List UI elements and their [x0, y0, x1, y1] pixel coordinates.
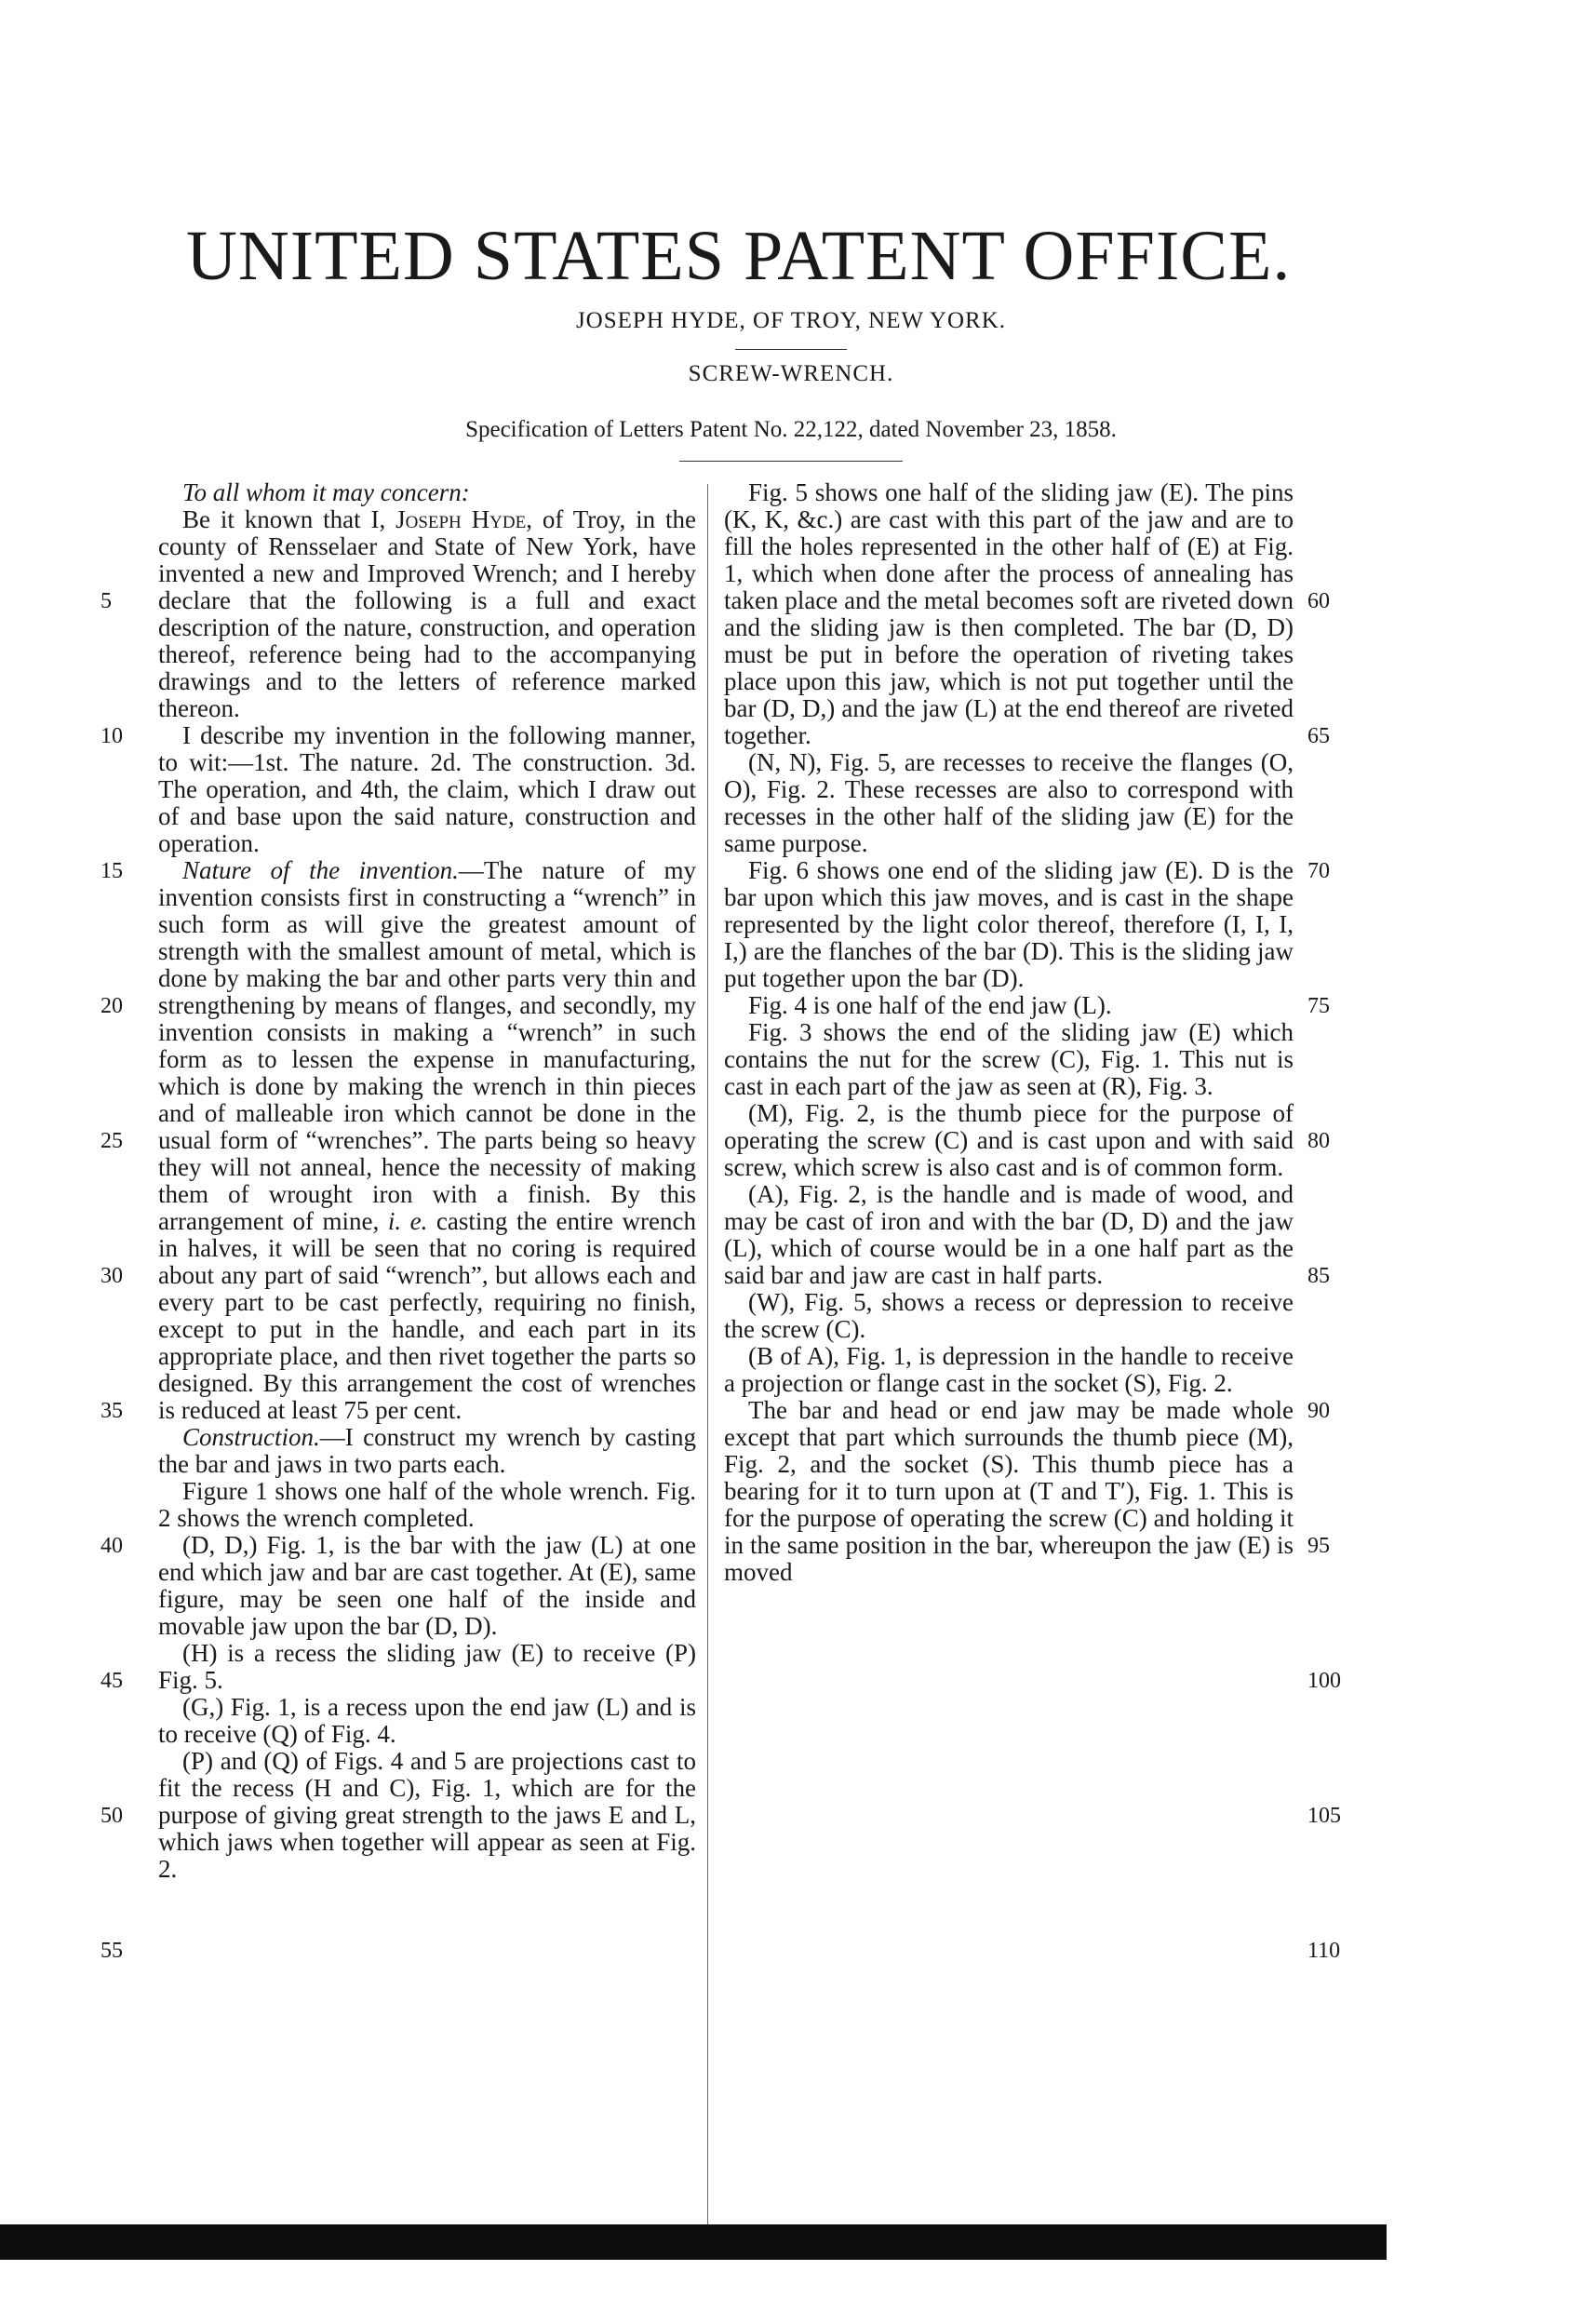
paragraph: Fig. 3 shows the end of the sliding jaw (E) which contains the nut for the screw (C), Fig. 1. This nut is cast in each part of the jaw as seen at (R), Fig. 3. — [724, 1018, 1294, 1100]
right-line-number: 70 — [1307, 859, 1330, 883]
paragraph: (W), Fig. 5, shows a recess or depression to receive the screw (C). — [724, 1288, 1294, 1343]
left-line-number: 20 — [101, 994, 123, 1018]
paragraph: Be it known that I, Joseph Hyde, of Troy, in the county of Rensselaer and State of New York, have invented a new and Improved Wrench; and I hereby declare that the following is a full and exact description of the nature, construction, and operation thereof, reference being had to the accompanying drawings and to the letters of reference marked thereon. — [158, 505, 696, 722]
paragraph: Fig. 6 shows one end of the sliding jaw (E). D is the bar upon which this jaw moves, and is cast in the shape represented by the light color thereof, therefore (I, I, I, I,) are the flanches of the bar (D). This is the sliding jaw put together upon the bar (D). — [724, 856, 1294, 992]
specification-line: Specification of Letters Patent No. 22,122, dated November 23, 1858. — [465, 417, 1117, 442]
right-line-number: 85 — [1307, 1264, 1330, 1288]
left-line-number: 55 — [101, 1939, 123, 1963]
right-line-number: 105 — [1307, 1804, 1341, 1828]
paragraph: Construction.—I construct my wrench by casting the bar and jaws in two parts each. — [158, 1423, 696, 1478]
left-column — [158, 479, 696, 1883]
right-line-number: 60 — [1307, 589, 1330, 613]
inventor-line: JOSEPH HYDE, OF TROY, NEW YORK. — [575, 308, 1007, 333]
right-line-number: 100 — [1307, 1669, 1341, 1693]
subject-line: SCREW-WRENCH. — [688, 361, 894, 386]
left-line-number: 10 — [101, 724, 123, 748]
rule-1 — [735, 349, 847, 350]
section-heading: Construction. — [182, 1423, 320, 1451]
rule-2 — [679, 461, 903, 462]
right-line-number: 90 — [1307, 1399, 1330, 1423]
left-line-number: 5 — [101, 589, 112, 613]
paragraph: (M), Fig. 2, is the thumb piece for the purpose of operating the screw (C) and is cast upon and with said screw, which screw is also cast and is of common form. — [724, 1099, 1294, 1181]
paragraph: Fig. 4 is one half of the end jaw (L). — [748, 991, 1112, 1019]
salutation: To all whom it may concern: — [182, 478, 470, 506]
right-line-number: 80 — [1307, 1129, 1330, 1153]
left-line-number: 30 — [101, 1264, 123, 1288]
left-line-number: 15 — [101, 859, 123, 883]
paragraph: (G,) Fig. 1, is a recess upon the end jaw (L) and is to receive (Q) of Fig. 4. — [158, 1693, 696, 1748]
right-line-number: 75 — [1307, 994, 1330, 1018]
paragraph: (P) and (Q) of Figs. 4 and 5 are projections cast to fit the recess (H and C), Fig. 1, which are for the purpose of giving great strength to the jaws E and L, which jaws when together will appear as seen at Fig. 2. — [158, 1747, 696, 1883]
column-separator — [707, 484, 708, 2224]
paragraph: I describe my invention in the following manner, to wit:—1st. The nature. 2d. The construction. 3d. The operation, and 4th, the claim, which I draw out of and base upon the said nature, construction and operation. — [158, 721, 696, 857]
paragraph: (A), Fig. 2, is the handle and is made of wood, and may be cast of iron and with the bar (D, D) and the jaw (L), which of course would be in a one half part as the said bar and jaw are cast in half parts. — [724, 1180, 1294, 1289]
right-line-number: 95 — [1307, 1534, 1330, 1558]
paragraph: (H) is a recess the sliding jaw (E) to receive (P) Fig. 5. — [158, 1639, 696, 1694]
right-column — [724, 479, 1294, 1586]
section-heading: Nature of the invention. — [182, 856, 459, 884]
left-line-number: 35 — [101, 1399, 123, 1423]
left-line-number: 50 — [101, 1804, 123, 1828]
paragraph: Nature of the invention.—The nature of my invention consists first in constructing a “wrench” in such form as will give the greatest amount of strength with the smallest amount of metal, which is done by making the bar and other parts very thin and strengthening by means of flanges, and secondly, my invention consists in making a “wrench” in such form as to lessen the expense in manufacturing, which is done by making the wrench in thin pieces and of malleable iron which cannot be done in the usual form of “wrenches”. The parts being so heavy they will not anneal, hence the necessity of making them of wrought iron with a finish. By this arrangement of mine, i. e. casting the entire wrench in halves, it will be seen that no coring is required about any part of said “wrench”, but allows each and every part to be cast perfectly, requiring no finish, except to put in the handle, and each part in its appropriate place, and then rivet together the parts so designed. By this arrangement the cost of wrenches is reduced at least 75 per cent. — [158, 856, 696, 1424]
paragraph: (N, N), Fig. 5, are recesses to receive the flanges (O, O), Fig. 2. These recesses are also to correspond with recesses in the other half of the sliding jaw (E) for the same purpose. — [724, 748, 1294, 857]
left-line-number: 25 — [101, 1129, 123, 1153]
scan-edge-bar — [0, 2224, 1387, 2260]
paragraph: (B of A), Fig. 1, is depression in the handle to receive a projection or flange cast in the socket (S), Fig. 2. — [724, 1342, 1294, 1397]
paragraph: Fig. 5 shows one half of the sliding jaw (E). The pins (K, K, &c.) are cast with this part of the jaw and are to fill the holes represented in the other half of (E) at Fig. 1, which when done after the process of annealing has taken place and the metal becomes soft are riveted down and the sliding jaw is then completed. The bar (D, D) must be put in before the operation of riveting takes place upon this jaw, which is not put together until the bar (D, D,) and the jaw (L) at the end thereof are riveted together. — [724, 478, 1294, 749]
paragraph: Figure 1 shows one half of the whole wrench. Fig. 2 shows the wrench completed. — [158, 1477, 696, 1532]
right-line-number: 110 — [1307, 1939, 1341, 1963]
left-line-number: 45 — [101, 1669, 123, 1693]
patent-title: UNITED STATES PATENT OFFICE. — [186, 217, 1292, 295]
paragraph: (D, D,) Fig. 1, is the bar with the jaw (L) at one end which jaw and bar are cast together. At (E), same figure, may be seen one half of the inside and movable jaw upon the bar (D, D). — [158, 1531, 696, 1640]
left-line-number: 40 — [101, 1534, 123, 1558]
right-line-number: 65 — [1307, 724, 1330, 748]
inventor-name: Joseph Hyde — [396, 505, 527, 533]
paragraph: The bar and head or end jaw may be made whole except that part which surrounds the thumb piece (M), Fig. 2, and the socket (S). This thumb piece has a bearing for it to turn upon at (T and T′), Fig. 1. This is for the purpose of operating the screw (C) and holding it in the same position in the bar, whereupon the jaw (E) is moved — [724, 1396, 1294, 1586]
